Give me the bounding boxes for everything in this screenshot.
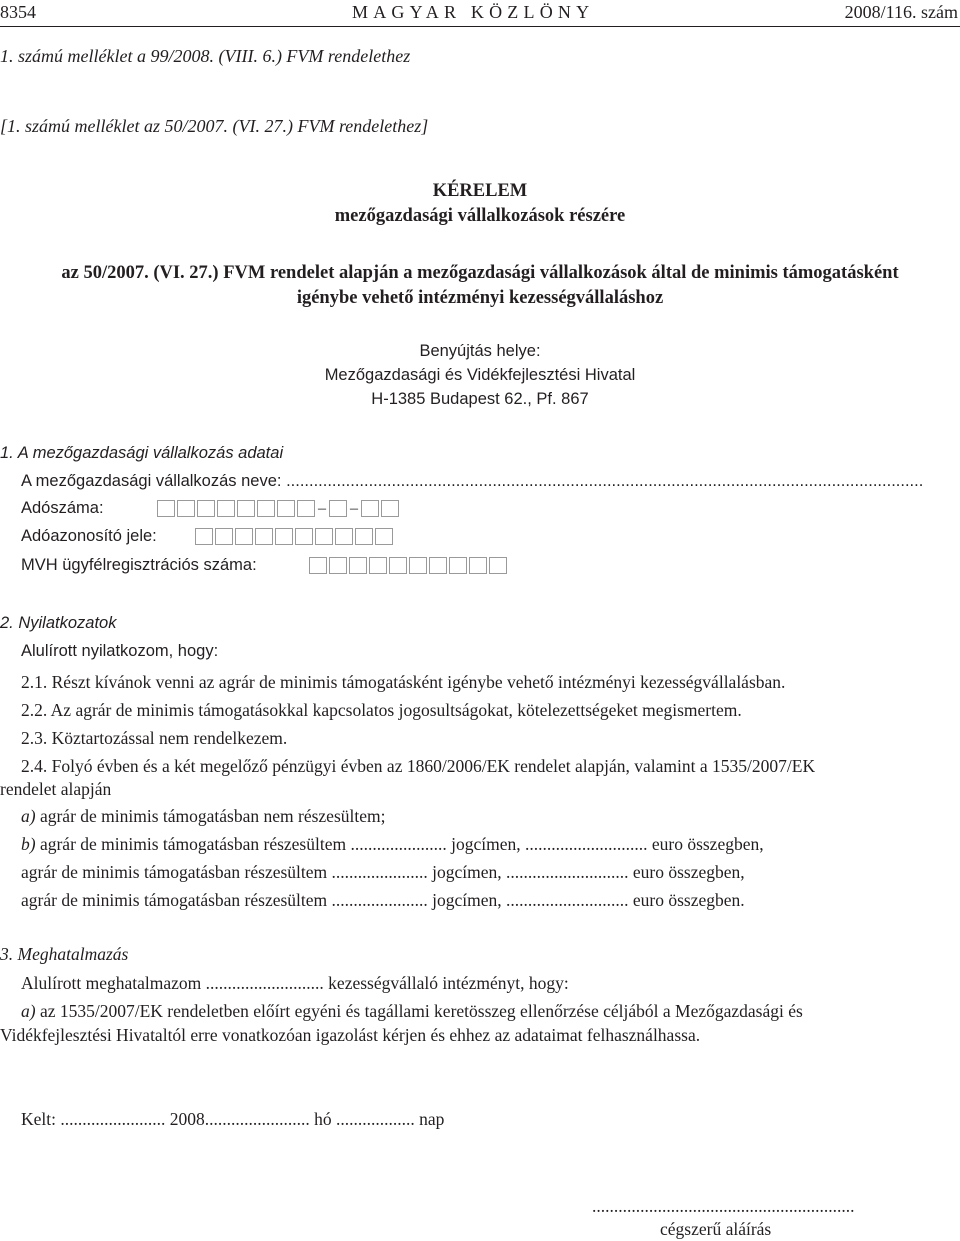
- authorization-a-text: az 1535/2007/EK rendeletben előírt egyéni és tagállami keretösszeg ellenőrzése céljából a Mezőgazdasági és: [39, 1001, 803, 1021]
- digit-box[interactable]: [329, 557, 347, 574]
- tax-number-boxes-main[interactable]: [157, 500, 315, 517]
- tax-id-boxes[interactable]: [195, 528, 393, 545]
- annex-line-2: [1. számú melléklet az 50/2007. (VI. 27.) FVM rendelethez]: [0, 116, 429, 136]
- digit-box[interactable]: [389, 557, 407, 574]
- subject-line-1: az 50/2007. (VI. 27.) FVM rendelet alapján a mezőgazdasági vállalkozások által de minimis támogatásként: [61, 263, 899, 283]
- declaration-item: 2.2. Az agrár de minimis támogatásokkal kapcsolatos jogosultságokat, kötelezettségeket megismertem.: [21, 700, 742, 720]
- option-b[interactable]: [21, 834, 764, 855]
- submission-office: Mezőgazdasági és Vidékfejlesztési Hivatal: [324, 366, 636, 384]
- signature-label: cégszerű aláírás: [660, 1219, 772, 1239]
- digit-box[interactable]: [235, 528, 253, 545]
- digit-box[interactable]: [257, 500, 275, 517]
- digit-box[interactable]: [409, 557, 427, 574]
- section-3-heading: 3. Meghatalmazás: [0, 944, 129, 964]
- tax-number-boxes-end[interactable]: [361, 500, 399, 517]
- digit-box[interactable]: [217, 500, 235, 517]
- digit-box[interactable]: [369, 557, 387, 574]
- declaration-item: 2.3. Köztartozással nem rendelkezem.: [21, 728, 288, 748]
- tax-number-row: [21, 499, 399, 519]
- mvh-label: MVH ügyfélregisztrációs száma:: [21, 556, 257, 574]
- header-rule: [0, 26, 960, 27]
- journal-title: MAGYAR KÖZLÖNY: [352, 2, 595, 22]
- company-name-field[interactable]: A mezőgazdasági vállalkozás neve: ...........................................................................................................................................: [21, 472, 924, 490]
- digit-box[interactable]: [255, 528, 273, 545]
- page-number: 8354: [0, 2, 36, 22]
- digit-box[interactable]: [315, 528, 333, 545]
- option-b-letter: b): [21, 834, 36, 854]
- submission-label: Benyújtás helye:: [419, 342, 541, 360]
- authorization-a: [21, 1001, 803, 1022]
- declaration-item: 2.1. Részt kívánok venni az agrár de minimis támogatásként igénybe vehető intézményi kezességvállalásban.: [21, 672, 786, 692]
- digit-box[interactable]: [375, 528, 393, 545]
- digit-box[interactable]: [295, 528, 313, 545]
- digit-box[interactable]: [355, 528, 373, 545]
- subject-line-2: igénybe vehető intézményi kezességvállaláshoz: [296, 288, 664, 308]
- option-a[interactable]: [21, 806, 385, 827]
- digit-box[interactable]: [177, 500, 195, 517]
- form-subtitle: mezőgazdasági vállalkozások részére: [334, 206, 626, 226]
- digit-box[interactable]: [469, 557, 487, 574]
- tax-number-label: Adószáma:: [21, 499, 104, 517]
- digit-box[interactable]: [361, 500, 379, 517]
- submission-address: H-1385 Budapest 62., Pf. 867: [371, 390, 589, 408]
- digit-box[interactable]: [297, 500, 315, 517]
- signature-line[interactable]: ............................................................: [592, 1196, 855, 1216]
- annex-line-1: 1. számú melléklet a 99/2008. (VIII. 6.) FVM rendelethez: [0, 46, 411, 66]
- option-a-text: agrár de minimis támogatásban nem részesültem;: [39, 806, 386, 826]
- digit-box[interactable]: [429, 557, 447, 574]
- issue-number: 2008/116. szám: [844, 2, 958, 22]
- tax-id-row: [21, 527, 393, 547]
- mvh-boxes[interactable]: [309, 557, 507, 574]
- tax-id-label: Adóazonosító jele:: [21, 527, 157, 545]
- mvh-row: [21, 556, 507, 576]
- authorization-a-letter: a): [21, 1001, 36, 1021]
- digit-box[interactable]: [195, 528, 213, 545]
- declaration-item-4-line-1: 2.4. Folyó évben és a két megelőző pénzügyi évben az 1860/2006/EK rendelet alapján, valamint a 1535/2007/EK: [21, 756, 816, 776]
- digit-box[interactable]: [335, 528, 353, 545]
- digit-box[interactable]: [449, 557, 467, 574]
- option-b-line-3[interactable]: agrár de minimis támogatásban részesültem ...................... jogcímen, ............................ euro összegben.: [21, 890, 745, 910]
- section-1-heading: 1. A mezőgazdasági vállalkozás adatai: [0, 444, 284, 462]
- digit-box[interactable]: [197, 500, 215, 517]
- section-2-heading: 2. Nyilatkozatok: [0, 614, 117, 632]
- digit-box[interactable]: [381, 500, 399, 517]
- authorization-a-line-2: Vidékfejlesztési Hivataltól erre vonatkozóan igazolást kérjen és ehhez az adataimat felhasználhassa.: [0, 1025, 701, 1045]
- digit-box[interactable]: [277, 500, 295, 517]
- authorization-intro[interactable]: Alulírott meghatalmazom ........................... kezességvállaló intézményt, hogy:: [21, 973, 569, 993]
- option-a-letter: a): [21, 806, 36, 826]
- digit-box[interactable]: [489, 557, 507, 574]
- digit-box[interactable]: [329, 500, 347, 517]
- digit-box[interactable]: [309, 557, 327, 574]
- tax-number-boxes-mid[interactable]: [329, 500, 347, 517]
- form-title: KÉRELEM: [432, 181, 528, 201]
- digit-box[interactable]: [349, 557, 367, 574]
- digit-box[interactable]: [215, 528, 233, 545]
- digit-box[interactable]: [275, 528, 293, 545]
- declaration-item-4-line-2: rendelet alapján: [0, 779, 112, 799]
- declaration-intro: Alulírott nyilatkozom, hogy:: [21, 642, 219, 660]
- digit-box[interactable]: [237, 500, 255, 517]
- date-line[interactable]: Kelt: ........................ 2008........................ hó .................. nap: [21, 1109, 445, 1129]
- separator-dash: –: [350, 500, 358, 518]
- separator-dash: –: [318, 500, 326, 518]
- digit-box[interactable]: [157, 500, 175, 517]
- option-b-line-2[interactable]: agrár de minimis támogatásban részesültem ...................... jogcímen, ............................ euro összegben,: [21, 862, 745, 882]
- option-b-text: agrár de minimis támogatásban részesültem ...................... jogcímen, ............................ euro összegben,: [39, 834, 764, 854]
